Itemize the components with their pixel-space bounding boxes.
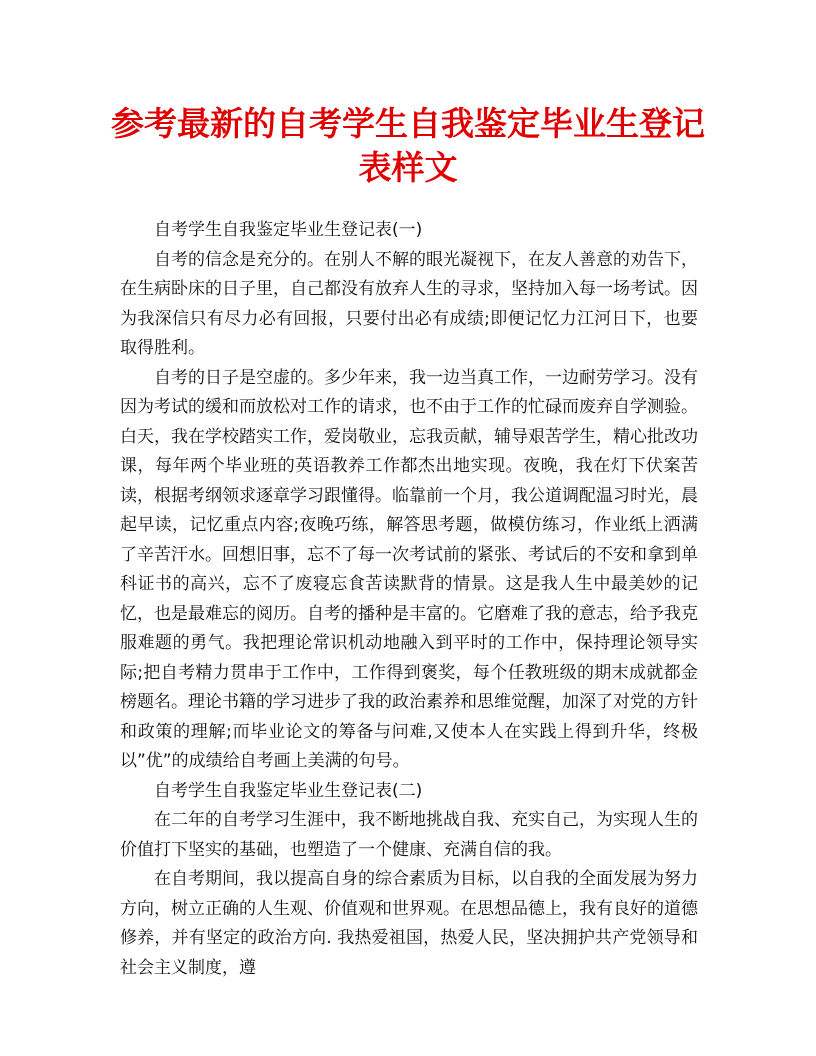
paragraph: 在二年的自考学习生涯中，我不断地挑战自我、充实自己，为实现人生的价值打下坚实的基础，也塑造了一个健康、充满自信的我。 <box>120 810 698 860</box>
document-title: 参考最新的自考学生自我鉴定毕业生登记表样文 <box>111 104 705 187</box>
paragraph: 在自考期间，我以提高自身的综合素质为目标，以自我的全面发展为努力方向，树立正确的人生观、价值观和世界观。在思想品德上，我有良好的道德修养，并有坚定的政治方向. 我热爱祖国，热爱人民，坚决拥护共产党领导和社会主义制度，遵 <box>120 869 698 978</box>
section-heading-1: 自考学生自我鉴定毕业生登记表(一) <box>154 220 423 240</box>
paragraph: 自考的日子是空虚的。多少年来，我一边当真工作，一边耐劳学习。没有因为考试的缓和而放松对工作的请求，也不由于工作的忙碌而废弃自学测验。白天，我在学校踏实工作，爱岗敬业，忘我贡献，辅导艰苦学生，精心批改功课，每年两个毕业班的英语教养工作都杰出地实现。夜晚，我在灯下伏案苦读，根据考纲领求逐章学习跟懂得。临靠前一个月，我公道调配温习时光，晨起早读，记忆重点内容;夜晚巧练，解答思考题，做模仿练习，作业纸上洒满了辛苦汗水。回想旧事，忘不了每一次考试前的紧张、考试后的不安和拿到单科证书的高兴，忘不了废寝忘食苦读默背的情景。这是我人生中最美妙的记忆，也是最难忘的阅历。自考的播种是丰富的。它磨难了我的意志，给予我克服难题的勇气。我把理论常识机动地融入到平时的工作中，保持理论领导实际;把自考精力贯串于工作中，工作得到褒奖，每个任教班级的期末成就都金榜题名。理论书籍的学习进步了我的政治素养和思维觉醒，加深了对党的方针和政策的理解;而毕业论文的筹备与问难,又使本人在实践上得到升华，终极以”优”的成绩给自考画上美满的句号。 <box>120 367 698 771</box>
paragraph: 自考的信念是充分的。在别人不解的眼光凝视下，在友人善意的劝告下，在生病卧床的日子里，自己都没有放弃人生的寻求，坚持加入每一场考试。因为我深信只有尽力必有回报，只要付出必有成绩;即便记忆力江河日下，也要取得胜利。 <box>120 249 698 358</box>
section-heading-2: 自考学生自我鉴定毕业生登记表(二) <box>154 780 423 801</box>
document-body <box>120 216 698 983</box>
